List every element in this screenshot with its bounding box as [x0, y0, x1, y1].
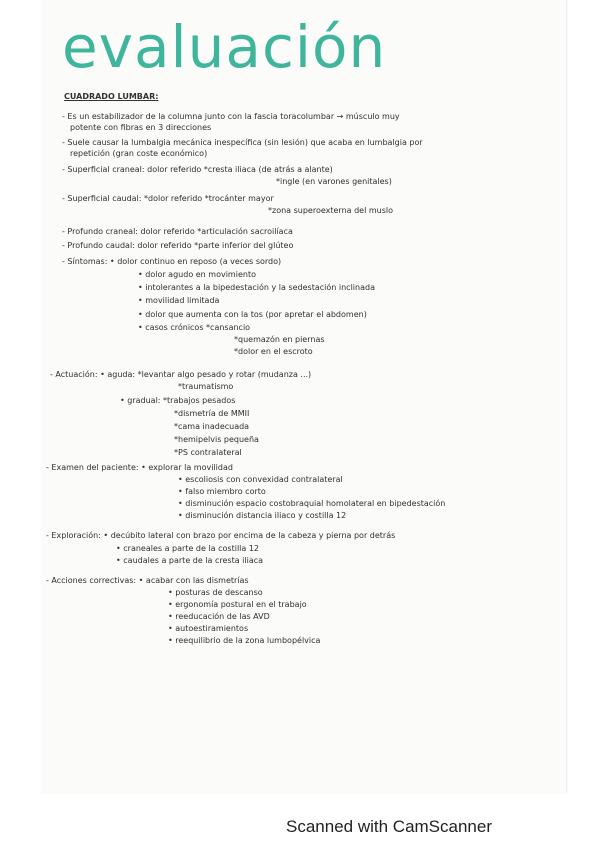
note-line: • gradual: *trabajos pesados — [120, 396, 236, 405]
note-line: repetición (gran coste económico) — [70, 149, 208, 158]
note-line: • reequilibrio de la zona lumbopélvica — [168, 636, 321, 645]
note-line: • disminución distancia iliaco y costilla 12 — [178, 511, 347, 520]
note-line: • falso miembro corto — [178, 487, 266, 496]
note-line: - Suele causar la lumbalgia mecánica inespecífica (sin lesión) que acaba en lumbalgia por — [62, 138, 423, 147]
note-line: *ingle (en varones genitales) — [276, 177, 392, 186]
note-line: - Es un estabilizador de la columna junto con la fascia toracolumbar → músculo muy — [62, 112, 400, 121]
note-line: - Acciones correctivas: • acabar con las dismetrías — [46, 576, 249, 585]
note-line: *cama inadecuada — [174, 422, 250, 431]
page-title: evaluación — [62, 13, 387, 81]
note-line: - Superficial caudal: *dolor referido *trocánter mayor — [62, 194, 274, 203]
note-line: - Superficial craneal: dolor referido *cresta iliaca (de atrás a alante) — [62, 165, 333, 174]
note-line: • dolor agudo en movimiento — [138, 270, 256, 279]
handwritten-notes — [42, 0, 566, 792]
note-line: • caudales a parte de la cresta iliaca — [116, 556, 264, 565]
note-line: • casos crónicos *cansancio — [138, 323, 251, 332]
note-line: • disminución espacio costobraquial homolateral en bipedestación — [178, 499, 446, 508]
note-line: *hemipelvis pequeña — [174, 435, 259, 444]
note-line: - Síntomas: • dolor continuo en reposo (a veces sordo) — [62, 257, 282, 266]
note-line: • escoliosis con convexidad contralateral — [178, 475, 343, 484]
note-line: *zona superoexterna del muslo — [268, 206, 394, 215]
note-line: • reeducación de las AVD — [168, 612, 270, 621]
section-heading: CUADRADO LUMBAR: — [64, 92, 159, 101]
scanner-watermark: Scanned with CamScanner — [286, 817, 493, 836]
note-line: *dolor en el escroto — [234, 347, 313, 356]
note-line: *traumatismo — [178, 382, 234, 391]
note-line: *quemazón en piernas — [234, 335, 325, 344]
note-line: • posturas de descanso — [168, 588, 263, 597]
note-line: - Profundo caudal: dolor referido *parte inferior del glúteo — [62, 241, 294, 250]
note-line: *PS contralateral — [174, 448, 242, 457]
scanned-page — [42, 0, 567, 792]
note-line: potente con fibras en 3 direcciones — [70, 123, 212, 132]
note-line: • ergonomía postural en el trabajo — [168, 600, 307, 609]
note-line: - Examen del paciente: • explorar la movilidad — [46, 463, 233, 472]
note-line: • intolerantes a la bipedestación y la sedestación inclinada — [138, 283, 375, 292]
note-line: - Actuación: • aguda: *levantar algo pesado y rotar (mudanza ...) — [50, 370, 312, 379]
note-line: • craneales a parte de la costilla 12 — [116, 544, 260, 553]
note-line: • autoestiramientos — [168, 624, 249, 633]
note-line: • dolor que aumenta con la tos (por apretar el abdomen) — [138, 310, 367, 319]
note-line: - Profundo craneal: dolor referido *articulación sacroilíaca — [62, 227, 293, 236]
note-line: - Exploración: • decúbito lateral con brazo por encima de la cabeza y pierna por detrás — [46, 531, 396, 540]
note-line: • movilidad limitada — [138, 296, 220, 305]
note-line: *dismetría de MMII — [174, 409, 250, 418]
